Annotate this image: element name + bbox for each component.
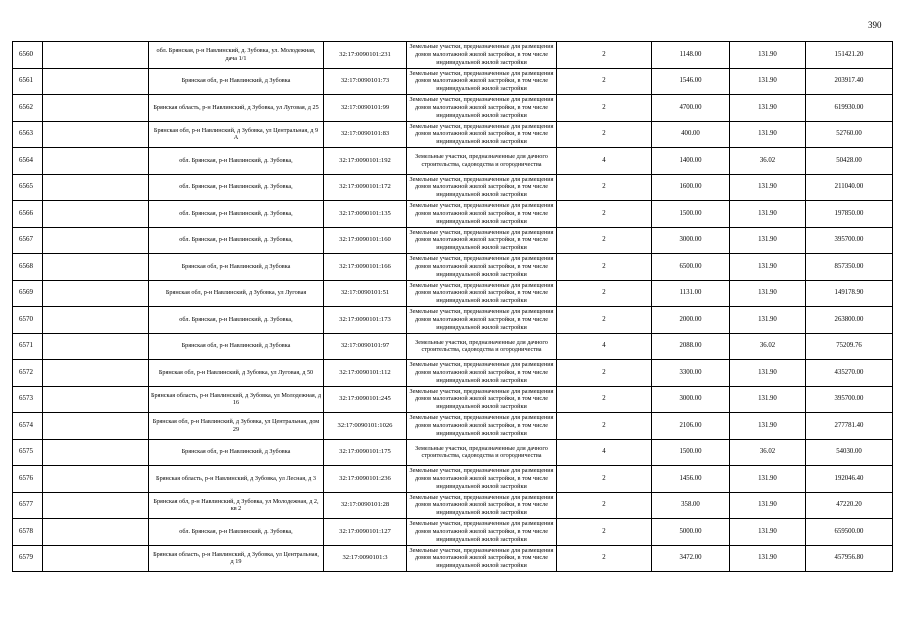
cadastral-value-cell: 149178.90	[806, 280, 893, 307]
address-cell: Брянская обл, р-н Навлинский, д Зубовка, ул Центральная, дом 29	[149, 413, 324, 440]
cadastral-value-cell: 395700.00	[806, 227, 893, 254]
cadastral-value-cell: 50428.00	[806, 148, 893, 175]
rate-cell: 131.90	[730, 307, 806, 334]
permitted-use-cell: Земельные участки, предназначенные для размещения домов малоэтажной жилой застройки, в том числе индивидуальной жилой застройки	[407, 280, 557, 307]
area-cell: 3472.00	[652, 545, 730, 572]
rate-cell: 36.02	[730, 439, 806, 466]
area-cell: 5000.00	[652, 519, 730, 546]
category-cell: 2	[557, 227, 652, 254]
row-number-cell: 6578	[13, 519, 43, 546]
cadastral-number-cell: 32:17:0090101:83	[324, 121, 407, 148]
category-cell: 2	[557, 95, 652, 122]
table-row	[13, 413, 893, 440]
cadastral-value-cell: 47220.20	[806, 492, 893, 519]
rate-cell: 131.90	[730, 42, 806, 69]
cadastral-number-cell: 32:17:0090101:112	[324, 360, 407, 387]
rate-cell: 131.90	[730, 95, 806, 122]
address-cell: Брянская область, р-н Навлинский, д Зубовка, ул Луговая, д 25	[149, 95, 324, 122]
empty-cell	[43, 386, 149, 413]
cadastral-value-cell: 263800.00	[806, 307, 893, 334]
empty-cell	[43, 439, 149, 466]
rate-cell: 131.90	[730, 413, 806, 440]
cadastral-value-cell: 619930.00	[806, 95, 893, 122]
permitted-use-cell: Земельные участки, предназначенные для дачного строительства, садоводства и огородничества	[407, 333, 557, 360]
cadastral-value-cell: 52760.00	[806, 121, 893, 148]
table-row	[13, 42, 893, 69]
area-cell: 1456.00	[652, 466, 730, 493]
permitted-use-cell: Земельные участки, предназначенные для размещения домов малоэтажной жилой застройки, в том числе индивидуальной жилой застройки	[407, 360, 557, 387]
category-cell: 2	[557, 174, 652, 201]
row-number-cell: 6564	[13, 148, 43, 175]
cadastral-number-cell: 32:17:0090101:51	[324, 280, 407, 307]
row-number-cell: 6561	[13, 68, 43, 95]
address-cell: обл. Брянская, р-н Навлинский, д. Зубовка,	[149, 227, 324, 254]
area-cell: 2106.00	[652, 413, 730, 440]
category-cell: 2	[557, 466, 652, 493]
cadastral-number-cell: 32:17:0090101:175	[324, 439, 407, 466]
empty-cell	[43, 519, 149, 546]
category-cell: 2	[557, 201, 652, 228]
permitted-use-cell: Земельные участки, предназначенные для размещения домов малоэтажной жилой застройки, в том числе индивидуальной жилой застройки	[407, 307, 557, 334]
address-cell: Брянская область, р-н Навлинский, д Зубовка, ул Молодежная, д 16	[149, 386, 324, 413]
empty-cell	[43, 280, 149, 307]
rate-cell: 36.02	[730, 148, 806, 175]
area-cell: 3000.00	[652, 386, 730, 413]
empty-cell	[43, 201, 149, 228]
area-cell: 4700.00	[652, 95, 730, 122]
table-row	[13, 227, 893, 254]
permitted-use-cell: Земельные участки, предназначенные для дачного строительства, садоводства и огородничества	[407, 439, 557, 466]
empty-cell	[43, 254, 149, 281]
area-cell: 1600.00	[652, 174, 730, 201]
row-number-cell: 6568	[13, 254, 43, 281]
address-cell: обл. Брянская, р-н Навлинский, д. Зубовка,	[149, 148, 324, 175]
rate-cell: 131.90	[730, 466, 806, 493]
category-cell: 2	[557, 42, 652, 69]
cadastral-number-cell: 32:17:0090101:97	[324, 333, 407, 360]
category-cell: 2	[557, 68, 652, 95]
rate-cell: 131.90	[730, 519, 806, 546]
permitted-use-cell: Земельные участки, предназначенные для размещения домов малоэтажной жилой застройки, в том числе индивидуальной жилой застройки	[407, 227, 557, 254]
land-registry-table	[12, 41, 893, 572]
category-cell: 2	[557, 307, 652, 334]
permitted-use-cell: Земельные участки, предназначенные для размещения домов малоэтажной жилой застройки, в том числе индивидуальной жилой застройки	[407, 68, 557, 95]
address-cell: обл. Брянская, р-н Навлинский, д. Зубовка,	[149, 174, 324, 201]
address-cell: обл. Брянская, р-н Навлинский, д. Зубовка, ул. Молодежная, дача 1/1	[149, 42, 324, 69]
rate-cell: 131.90	[730, 280, 806, 307]
empty-cell	[43, 492, 149, 519]
address-cell: обл. Брянская, р-н Навлинский, д. Зубовка,	[149, 307, 324, 334]
row-number-cell: 6566	[13, 201, 43, 228]
row-number-cell: 6562	[13, 95, 43, 122]
area-cell: 1400.00	[652, 148, 730, 175]
cadastral-number-cell: 32:17:0090101:172	[324, 174, 407, 201]
empty-cell	[43, 95, 149, 122]
permitted-use-cell: Земельные участки, предназначенные для размещения домов малоэтажной жилой застройки, в том числе индивидуальной жилой застройки	[407, 466, 557, 493]
area-cell: 3300.00	[652, 360, 730, 387]
row-number-cell: 6567	[13, 227, 43, 254]
table-row	[13, 254, 893, 281]
category-cell: 4	[557, 333, 652, 360]
category-cell: 2	[557, 360, 652, 387]
table-row	[13, 439, 893, 466]
area-cell: 1546.00	[652, 68, 730, 95]
category-cell: 2	[557, 280, 652, 307]
row-number-cell: 6573	[13, 386, 43, 413]
cadastral-value-cell: 277781.40	[806, 413, 893, 440]
cadastral-number-cell: 32:17:0090101:173	[324, 307, 407, 334]
address-cell: Брянская обл, р-н Навлинский, д Зубовка	[149, 68, 324, 95]
address-cell: Брянская обл, р-н Навлинский, д Зубовка	[149, 333, 324, 360]
table-row	[13, 519, 893, 546]
rate-cell: 131.90	[730, 545, 806, 572]
row-number-cell: 6572	[13, 360, 43, 387]
cadastral-number-cell: 32:17:0090101:236	[324, 466, 407, 493]
empty-cell	[43, 360, 149, 387]
cadastral-number-cell: 32:17:0090101:166	[324, 254, 407, 281]
address-cell: Брянская область, р-н Навлинский, д Зубовка, ул Лесная, д 3	[149, 466, 324, 493]
address-cell: Брянская обл, р-н Навлинский, д Зубовка, ул Луговая	[149, 280, 324, 307]
page-number: 390	[868, 20, 882, 30]
cadastral-number-cell: 32:17:0090101:28	[324, 492, 407, 519]
permitted-use-cell: Земельные участки, предназначенные для размещения домов малоэтажной жилой застройки, в том числе индивидуальной жилой застройки	[407, 519, 557, 546]
cadastral-number-cell: 32:17:0090101:127	[324, 519, 407, 546]
cadastral-value-cell: 857350.00	[806, 254, 893, 281]
rate-cell: 131.90	[730, 386, 806, 413]
cadastral-value-cell: 197850.00	[806, 201, 893, 228]
cadastral-number-cell: 32:17:0090101:231	[324, 42, 407, 69]
area-cell: 1131.00	[652, 280, 730, 307]
category-cell: 2	[557, 413, 652, 440]
row-number-cell: 6577	[13, 492, 43, 519]
table-row	[13, 95, 893, 122]
category-cell: 2	[557, 492, 652, 519]
row-number-cell: 6576	[13, 466, 43, 493]
table-row	[13, 386, 893, 413]
table-row	[13, 201, 893, 228]
area-cell: 1148.00	[652, 42, 730, 69]
table-row	[13, 333, 893, 360]
table-row	[13, 280, 893, 307]
address-cell: Брянская обл, р-н Навлинский, д Зубовка	[149, 439, 324, 466]
row-number-cell: 6570	[13, 307, 43, 334]
category-cell: 2	[557, 386, 652, 413]
table-row	[13, 492, 893, 519]
rate-cell: 131.90	[730, 492, 806, 519]
category-cell: 4	[557, 148, 652, 175]
permitted-use-cell: Земельные участки, предназначенные для размещения домов малоэтажной жилой застройки, в том числе индивидуальной жилой застройки	[407, 386, 557, 413]
empty-cell	[43, 42, 149, 69]
area-cell: 6500.00	[652, 254, 730, 281]
permitted-use-cell: Земельные участки, предназначенные для дачного строительства, садоводства и огородничества	[407, 148, 557, 175]
permitted-use-cell: Земельные участки, предназначенные для размещения домов малоэтажной жилой застройки, в том числе индивидуальной жилой застройки	[407, 413, 557, 440]
area-cell: 1500.00	[652, 439, 730, 466]
cadastral-value-cell: 435270.00	[806, 360, 893, 387]
cadastral-value-cell: 75209.76	[806, 333, 893, 360]
row-number-cell: 6574	[13, 413, 43, 440]
permitted-use-cell: Земельные участки, предназначенные для размещения домов малоэтажной жилой застройки, в том числе индивидуальной жилой застройки	[407, 121, 557, 148]
cadastral-number-cell: 32:17:0090101:1026	[324, 413, 407, 440]
permitted-use-cell: Земельные участки, предназначенные для размещения домов малоэтажной жилой застройки, в том числе индивидуальной жилой застройки	[407, 174, 557, 201]
cadastral-value-cell: 192046.40	[806, 466, 893, 493]
cadastral-number-cell: 32:17:0090101:192	[324, 148, 407, 175]
address-cell: Брянская обл, р-н Навлинский, д Зубовка, ул Центральная, д 9 А	[149, 121, 324, 148]
row-number-cell: 6560	[13, 42, 43, 69]
empty-cell	[43, 68, 149, 95]
table-row	[13, 174, 893, 201]
area-cell: 2000.00	[652, 307, 730, 334]
table-row	[13, 307, 893, 334]
cadastral-value-cell: 659500.00	[806, 519, 893, 546]
rate-cell: 131.90	[730, 68, 806, 95]
address-cell: обл. Брянская, р-н Навлинский, д. Зубовка,	[149, 201, 324, 228]
rate-cell: 36.02	[730, 333, 806, 360]
row-number-cell: 6575	[13, 439, 43, 466]
table-body	[13, 42, 893, 572]
permitted-use-cell: Земельные участки, предназначенные для размещения домов малоэтажной жилой застройки, в том числе индивидуальной жилой застройки	[407, 42, 557, 69]
table-row	[13, 148, 893, 175]
address-cell: Брянская обл, р-н Навлинский, д Зубовка, ул Молодежная, д 2, кв 2	[149, 492, 324, 519]
empty-cell	[43, 466, 149, 493]
cadastral-number-cell: 32:17:0090101:135	[324, 201, 407, 228]
category-cell: 2	[557, 545, 652, 572]
table-row	[13, 466, 893, 493]
address-cell: Брянская обл, р-н Навлинский, д Зубовка	[149, 254, 324, 281]
empty-cell	[43, 148, 149, 175]
category-cell: 2	[557, 121, 652, 148]
area-cell: 358.00	[652, 492, 730, 519]
row-number-cell: 6569	[13, 280, 43, 307]
category-cell: 4	[557, 439, 652, 466]
permitted-use-cell: Земельные участки, предназначенные для размещения домов малоэтажной жилой застройки, в том числе индивидуальной жилой застройки	[407, 492, 557, 519]
empty-cell	[43, 333, 149, 360]
category-cell: 2	[557, 254, 652, 281]
address-cell: обл. Брянская, р-н Навлинский, д. Зубовка,	[149, 519, 324, 546]
permitted-use-cell: Земельные участки, предназначенные для размещения домов малоэтажной жилой застройки, в том числе индивидуальной жилой застройки	[407, 201, 557, 228]
cadastral-number-cell: 32:17:0090101:99	[324, 95, 407, 122]
cadastral-value-cell: 395700.00	[806, 386, 893, 413]
rate-cell: 131.90	[730, 201, 806, 228]
table-row	[13, 545, 893, 572]
row-number-cell: 6563	[13, 121, 43, 148]
permitted-use-cell: Земельные участки, предназначенные для размещения домов малоэтажной жилой застройки, в том числе индивидуальной жилой застройки	[407, 95, 557, 122]
cadastral-number-cell: 32:17:0090101:160	[324, 227, 407, 254]
empty-cell	[43, 121, 149, 148]
cadastral-value-cell: 211040.00	[806, 174, 893, 201]
cadastral-value-cell: 457956.80	[806, 545, 893, 572]
table-row	[13, 68, 893, 95]
rate-cell: 131.90	[730, 174, 806, 201]
cadastral-value-cell: 151421.20	[806, 42, 893, 69]
cadastral-number-cell: 32:17:0090101:3	[324, 545, 407, 572]
table-row	[13, 360, 893, 387]
permitted-use-cell: Земельные участки, предназначенные для размещения домов малоэтажной жилой застройки, в том числе индивидуальной жилой застройки	[407, 254, 557, 281]
row-number-cell: 6571	[13, 333, 43, 360]
empty-cell	[43, 413, 149, 440]
rate-cell: 131.90	[730, 360, 806, 387]
address-cell: Брянская обл, р-н Навлинский, д Зубовка, ул Луговая, д 50	[149, 360, 324, 387]
row-number-cell: 6579	[13, 545, 43, 572]
area-cell: 400.00	[652, 121, 730, 148]
rate-cell: 131.90	[730, 121, 806, 148]
empty-cell	[43, 307, 149, 334]
empty-cell	[43, 545, 149, 572]
rate-cell: 131.90	[730, 227, 806, 254]
empty-cell	[43, 227, 149, 254]
rate-cell: 131.90	[730, 254, 806, 281]
cadastral-number-cell: 32:17:0090101:245	[324, 386, 407, 413]
area-cell: 2088.00	[652, 333, 730, 360]
row-number-cell: 6565	[13, 174, 43, 201]
cadastral-number-cell: 32:17:0090101:73	[324, 68, 407, 95]
table-row	[13, 121, 893, 148]
area-cell: 1500.00	[652, 201, 730, 228]
area-cell: 3000.00	[652, 227, 730, 254]
empty-cell	[43, 174, 149, 201]
permitted-use-cell: Земельные участки, предназначенные для размещения домов малоэтажной жилой застройки, в том числе индивидуальной жилой застройки	[407, 545, 557, 572]
cadastral-value-cell: 203917.40	[806, 68, 893, 95]
cadastral-value-cell: 54030.00	[806, 439, 893, 466]
address-cell: Брянская область, р-н Навлинский, д Зубовка, ул Центральная, д 19	[149, 545, 324, 572]
category-cell: 2	[557, 519, 652, 546]
